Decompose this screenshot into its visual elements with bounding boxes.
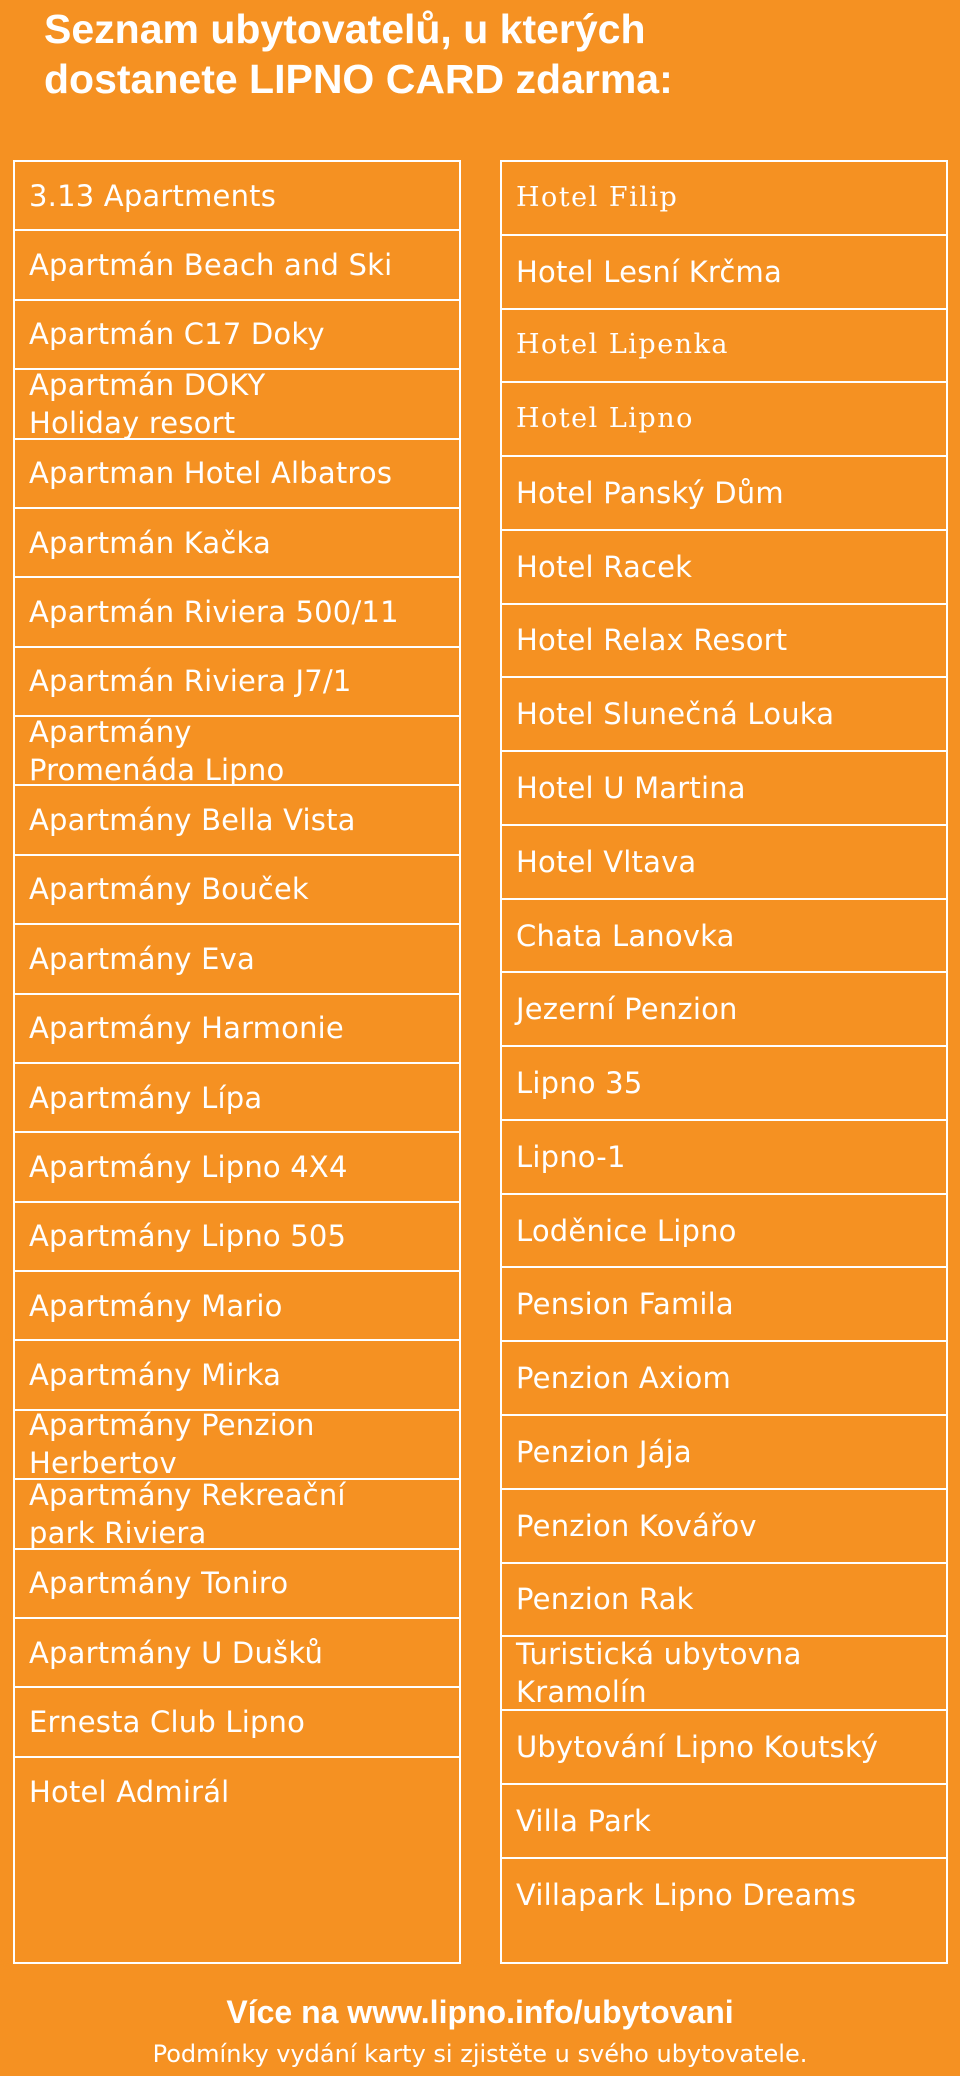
- list-item: Hotel Panský Dům: [502, 457, 946, 531]
- list-item: Hotel Filip: [502, 162, 946, 236]
- list-item: Hotel Slunečná Louka: [502, 678, 946, 752]
- list-item: Lipno-1: [502, 1121, 946, 1195]
- list-item: [15, 1477, 459, 1550]
- list-item-text: Apartmány Rekreační park Riviera: [29, 1477, 346, 1550]
- list-item: Pension Famila: [502, 1268, 946, 1342]
- list-item: Penzion Rak: [502, 1564, 946, 1638]
- list-item: Hotel U Martina: [502, 752, 946, 826]
- right-accommodation-list: [500, 160, 948, 1964]
- list-item: Jezerní Penzion: [502, 973, 946, 1047]
- list-item: Apartmány Lipno 505: [15, 1203, 459, 1272]
- title-line-1: Seznam ubytovatelů, u kterých: [44, 6, 646, 52]
- list-item: Hotel Admirál: [29, 1775, 230, 1810]
- list-item: Hotel Lipno: [502, 383, 946, 457]
- list-item: Hotel Lesní Krčma: [502, 236, 946, 310]
- list-item: Ernesta Club Lipno: [15, 1688, 459, 1757]
- list-item: Apartmány Bella Vista: [15, 786, 459, 855]
- list-item: Ubytování Lipno Koutský: [502, 1711, 946, 1785]
- list-item: Hotel Lipenka: [502, 310, 946, 384]
- page-title: [44, 4, 924, 104]
- list-item: Apartmán Riviera 500/11: [15, 578, 459, 647]
- list-item: Apartmány Bouček: [15, 856, 459, 925]
- list-item: Hotel Racek: [502, 531, 946, 605]
- list-item: Apartman Hotel Albatros: [15, 440, 459, 509]
- list-item-text: Apartmány Promenáda Lipno: [29, 714, 285, 787]
- footer-note: Podmínky vydání karty si zjistěte u svého ubytovatele.: [152, 2040, 808, 2068]
- list-item: Apartmány Harmonie: [15, 995, 459, 1064]
- list-item: 3.13 Apartments: [15, 162, 459, 231]
- list-item: [15, 1408, 459, 1481]
- list-item: Penzion Jája: [502, 1416, 946, 1490]
- list-item: Apartmány Lípa: [15, 1064, 459, 1133]
- list-item: Penzion Axiom: [502, 1342, 946, 1416]
- list-item: Apartmány Mirka: [15, 1341, 459, 1410]
- left-accommodation-list: [13, 160, 461, 1964]
- list-item-text: Apartmány Penzion Herbertov: [29, 1408, 315, 1481]
- list-item-text: Turistická ubytovna Kramolín: [516, 1637, 802, 1710]
- title-line-2: dostanete LIPNO CARD zdarma:: [44, 56, 673, 102]
- list-item: Apartmány Mario: [15, 1272, 459, 1341]
- list-item: Apartmán Riviera J7/1: [15, 648, 459, 717]
- list-item: Apartmán Kačka: [15, 509, 459, 578]
- list-item: Apartmány Lipno 4X4: [15, 1133, 459, 1202]
- list-item: Villapark Lipno Dreams: [516, 1878, 857, 1913]
- list-item: Hotel Vltava: [502, 826, 946, 900]
- list-item: Penzion Kovářov: [502, 1490, 946, 1564]
- list-item: Lipno 35: [502, 1047, 946, 1121]
- list-item: Apartmán Beach and Ski: [15, 231, 459, 300]
- list-item: Apartmány Eva: [15, 925, 459, 994]
- list-item: [502, 1637, 946, 1711]
- list-item: Loděnice Lipno: [502, 1195, 946, 1269]
- list-item: Apartmán C17 Doky: [15, 301, 459, 370]
- list-item: Villa Park: [502, 1785, 946, 1859]
- list-item: [15, 367, 459, 440]
- list-item: Chata Lanovka: [502, 900, 946, 974]
- list-item: Apartmány Toniro: [15, 1550, 459, 1619]
- website-link[interactable]: Více na www.lipno.info/ubytovani: [226, 1994, 734, 2030]
- list-item: Hotel Relax Resort: [502, 605, 946, 679]
- list-item: [15, 714, 459, 787]
- list-item: Apartmány U Dušků: [15, 1619, 459, 1688]
- list-item-text: Apartmán DOKY Holiday resort: [29, 367, 266, 440]
